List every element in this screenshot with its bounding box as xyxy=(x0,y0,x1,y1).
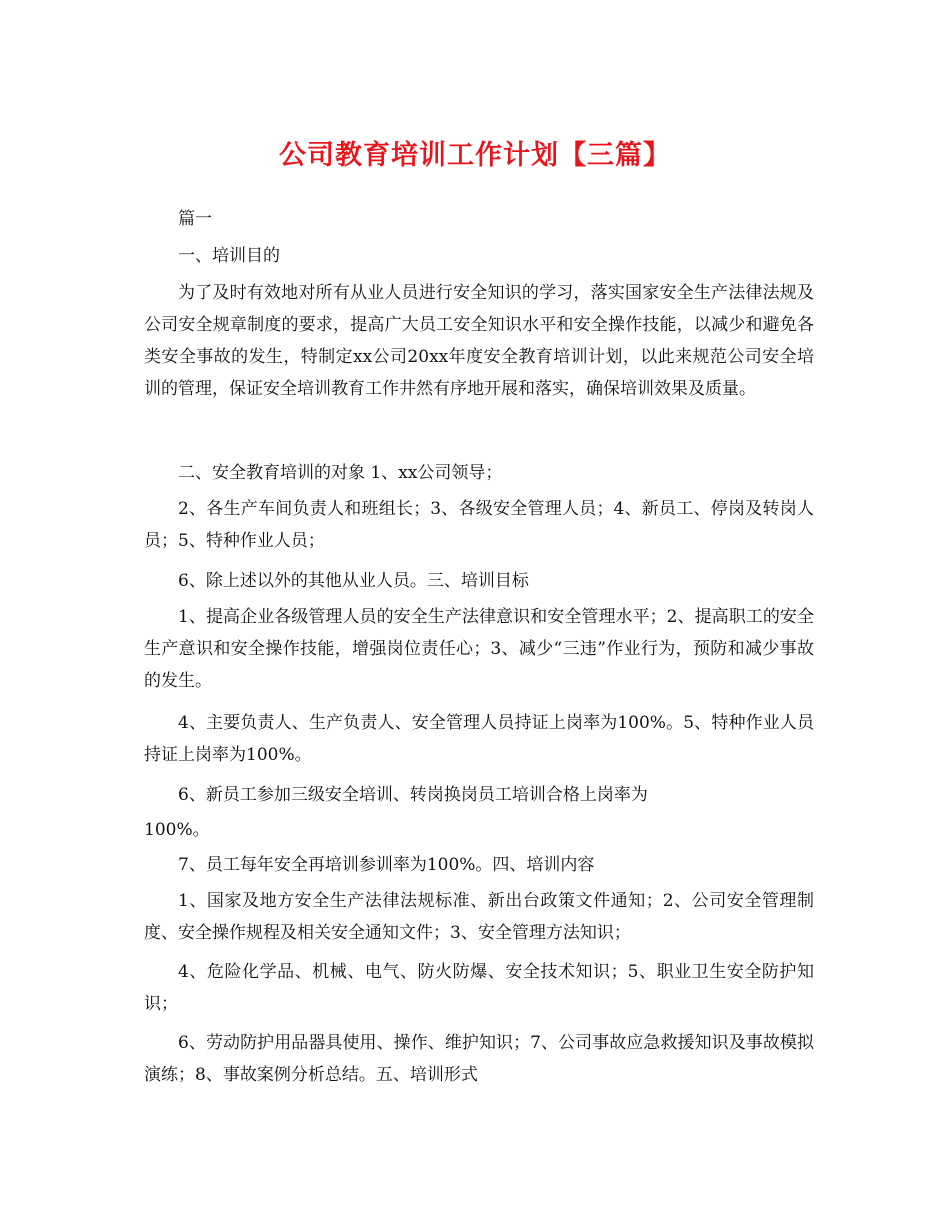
paragraph-goals-3: 6、新员工参加三级安全培训、转岗换岗员工培训合格上岗率为 xyxy=(178,785,648,805)
paragraph-goals-heading: 6、除上述以外的其他从业人员。三、培训目标 xyxy=(178,571,529,591)
section-heading-part-one: 篇一 xyxy=(178,209,212,229)
paragraph-goals-1: 1、提高企业各级管理人员的安全生产法律意识和安全管理水平；2、提高职工的安全生产意识和安全操作技能，增强岗位责任心；3、减少“三违”作业行为，预防和减少事故的发生。 xyxy=(144,607,814,691)
paragraph-goals-3-cont: 100%。 xyxy=(144,820,210,840)
paragraph-content-3: 6、劳动防护用品器具使用、操作、维护知识；7、公司事故应急救援知识及事故模拟演练；8、事故案例分析总结。五、培训形式 xyxy=(144,1033,814,1085)
paragraph-purpose: 为了及时有效地对所有从业人员进行安全知识的学习，落实国家安全生产法律法规及公司安全规章制度的要求，提高广大员工安全知识水平和安全操作技能，以减少和避免各类安全事故的发生，特制定xx公司20xx年度安全教育培训计划，以此来规范公司安全培训的管理，保证安全培训教育工作井然有序地开展和落实，确保培训效果及质量。 xyxy=(144,283,814,399)
paragraph-content-heading: 7、员工每年安全再培训参训率为100%。四、培训内容 xyxy=(178,855,595,875)
section-heading-purpose: 一、培训目的 xyxy=(178,246,280,266)
paragraph-goals-2: 4、主要负责人、生产负责人、安全管理人员持证上岗率为100%。5、特种作业人员持证上岗率为100%。 xyxy=(144,713,814,765)
paragraph-content-2: 4、危险化学品、机械、电气、防火防爆、安全技术知识；5、职业卫生安全防护知识； xyxy=(144,962,814,1014)
paragraph-targets-list: 2、各生产车间负责人和班组长；3、各级安全管理人员；4、新员工、停岗及转岗人员；5、特种作业人员； xyxy=(144,499,814,551)
document-title: 公司教育培训工作计划【三篇】 xyxy=(279,140,671,171)
paragraph-targets-heading: 二、安全教育培训的对象 1、xx公司领导； xyxy=(178,463,503,483)
paragraph-content-1: 1、国家及地方安全生产法律法规标准、新出台政策文件通知；2、公司安全管理制度、安全操作规程及相关安全通知文件；3、安全管理方法知识； xyxy=(144,891,814,943)
